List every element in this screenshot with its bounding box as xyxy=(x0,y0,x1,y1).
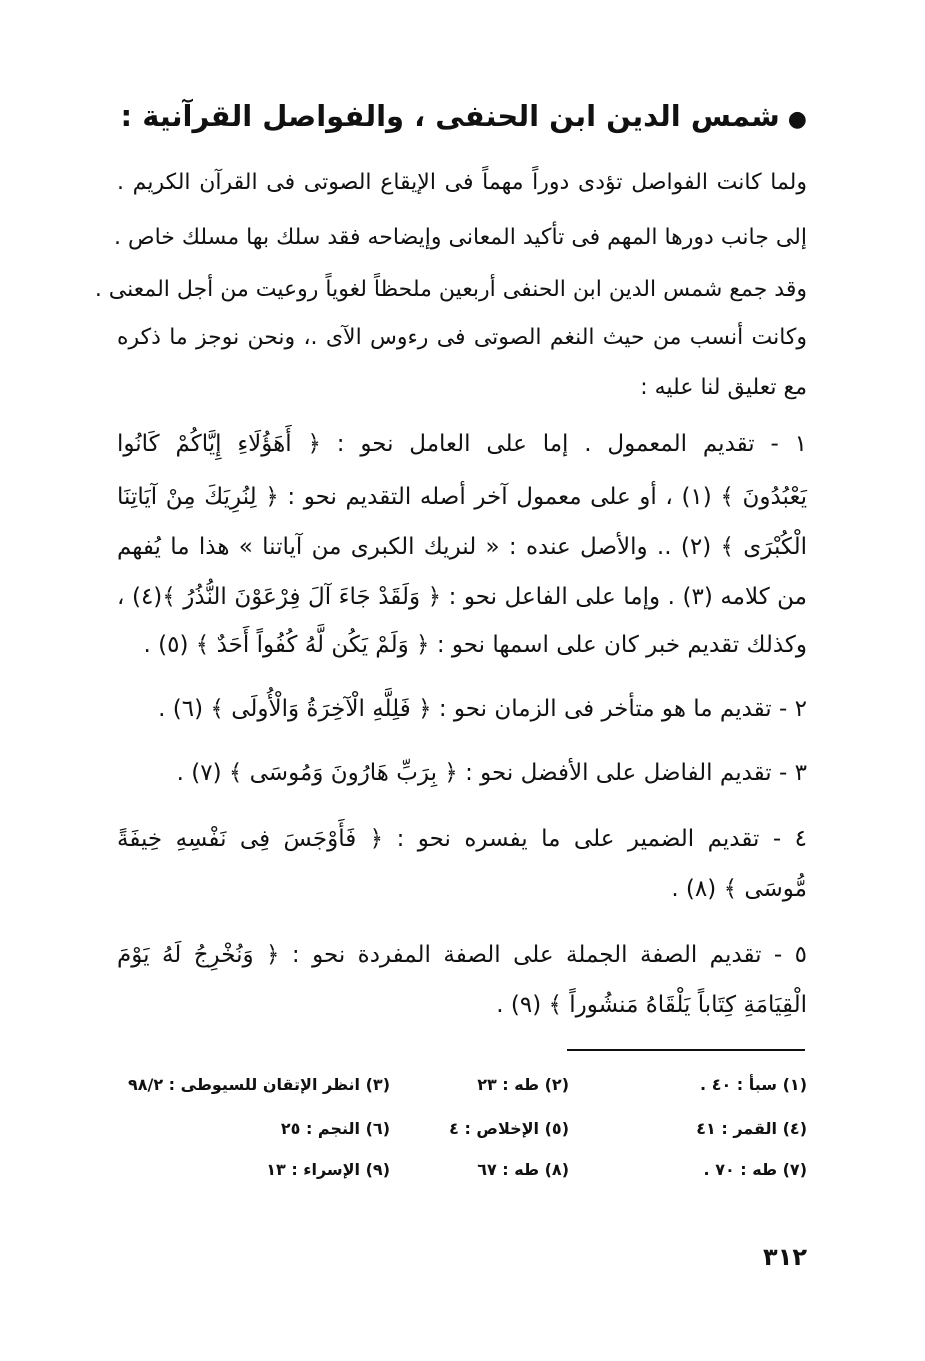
heading-text: شمس الدين ابن الحنفى ، والفواصل القرآنية : xyxy=(120,99,780,133)
item-5-line: ٥ - تقديم الصفة الجملة على الصفة المفردة نحو : ﴿ وَنُخْرِجُ لَهُ يَوْمَ xyxy=(117,942,807,968)
intro-line: إلى جانب دورها المهم فى تأكيد المعانى وإيضاحه فقد سلك بها مسلك خاص . xyxy=(114,225,807,250)
intro-line: ولما كانت الفواصل تؤدى دوراً مهماً فى الإيقاع الصوتى فى القرآن الكريم . xyxy=(117,170,807,195)
footnote: (٦) النجم : ٢٥ xyxy=(280,1119,390,1138)
page-number: ٣١٢ xyxy=(763,1243,807,1271)
footnote: (٨) طه : ٦٧ xyxy=(477,1160,569,1179)
item-4-line: ٤ - تقديم الضمير على ما يفسره نحو : ﴿ فَأَوْجَسَ فِى نَفْسِهِ خِيفَةً xyxy=(117,826,807,852)
footnote: (٣) انظر الإتقان للسيوطى : ٩٨/٢ xyxy=(127,1075,390,1094)
item-3-line: ٣ - تقديم الفاضل على الأفضل نحو : ﴿ بِرَبِّ هَارُونَ وَمُوسَى ﴾ (٧) . xyxy=(176,760,807,786)
intro-line: وكانت أنسب من حيث النغم الصوتى فى رءوس الآى .، ونحن نوجز ما ذكره xyxy=(117,325,807,350)
item-2-line: ٢ - تقديم ما هو متأخر فى الزمان نحو : ﴿ فَلِلَّهِ الْآخِرَةُ وَالْأُولَى ﴾ (٦) . xyxy=(158,696,807,722)
section-heading xyxy=(107,92,807,144)
item-1-line: يَعْبُدُونَ ﴾ (١) ، أو على معمول آخر أصله التقديم نحو : ﴿ لِنُرِيَكَ مِنْ آيَاتِنَا xyxy=(117,484,807,510)
item-1-line: الْكُبْرَى ﴾ (٢) .. والأصل عنده : « لنريك الكبرى من آياتنا » هذا ما يُفهم xyxy=(117,534,807,560)
intro-line: مع تعليق لنا عليه : xyxy=(640,375,807,400)
footnote: (١) سبأ : ٤٠ . xyxy=(700,1075,807,1094)
item-5-line: الْقِيَامَةِ كِتَاباً يَلْقَاهُ مَنشُوراً ﴾ (٩) . xyxy=(496,992,807,1018)
footnote: (٥) الإخلاص : ٤ xyxy=(449,1119,569,1138)
item-4-line: مُّوسَى ﴾ (٨) . xyxy=(671,876,807,902)
item-1-line: ١ - تقديم المعمول . إما على العامل نحو : ﴿ أَهَؤُلَاءِ إِيَّاكُمْ كَانُوا xyxy=(117,431,807,457)
footnote: (٢) طه : ٢٣ xyxy=(477,1075,569,1094)
intro-line: وقد جمع شمس الدين ابن الحنفى أربعين ملحظاً لغوياً روعيت من أجل المعنى . xyxy=(94,277,807,302)
footnote: (٩) الإسراء : ١٣ xyxy=(266,1160,390,1179)
footnote-divider xyxy=(567,1049,805,1051)
item-1-line: وكذلك تقديم خبر كان على اسمها نحو : ﴿ وَلَمْ يَكُن لَّهُ كُفُواً أَحَدٌ ﴾ (٥) . xyxy=(143,632,807,658)
item-1-line: من كلامه (٣) . وإما على الفاعل نحو : ﴿ وَلَقَدْ جَاءَ آلَ فِرْعَوْنَ النُّذُرُ ﴾(٤) ، xyxy=(117,584,807,610)
bullet-icon: ● xyxy=(787,107,807,132)
footnote: (٤) القمر : ٤١ xyxy=(696,1119,807,1138)
footnote: (٧) طه : ٧٠ . xyxy=(703,1160,807,1179)
